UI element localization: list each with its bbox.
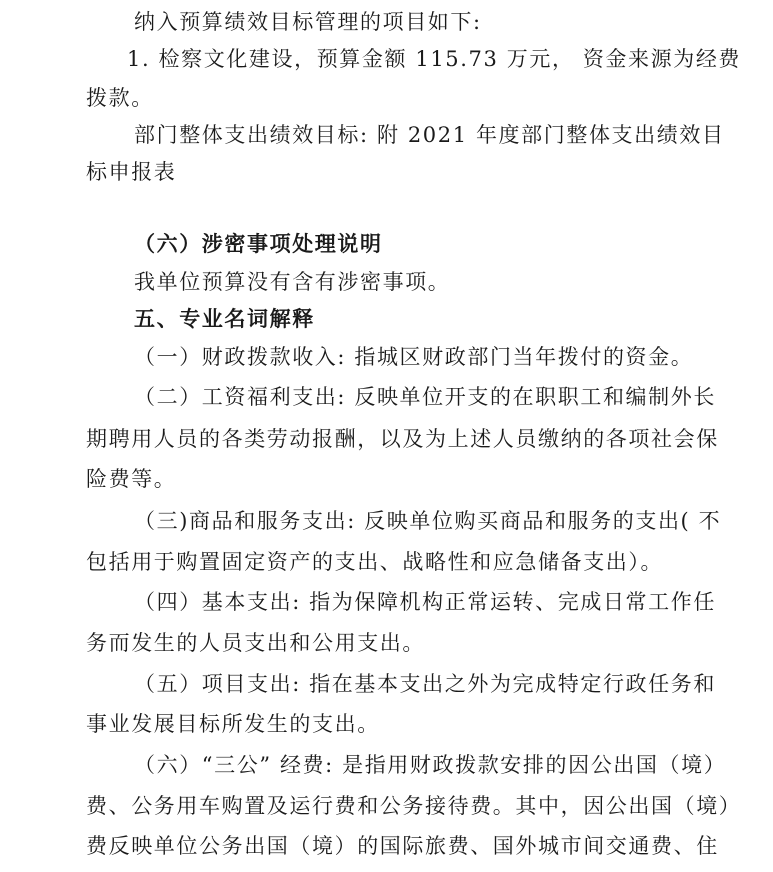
paragraph-line: 险费等。 (86, 467, 177, 491)
paragraph-line: （二）工资福利支出: 反映单位开支的在职职工和编制外长 (134, 385, 716, 409)
paragraph-line: （一）财政拨款收入: 指城区财政部门当年拨付的资金。 (134, 345, 694, 369)
paragraph-line: 务而发生的人员支出和公用支出。 (86, 631, 425, 655)
section-heading: 五、专业名词解释 (134, 307, 315, 331)
paragraph-line: （六）“三公” 经费: 是指用财政拨款安排的因公出国（境） (134, 753, 727, 777)
paragraph-line: 标申报表 (86, 160, 177, 184)
paragraph-line: 拨款。 (86, 86, 154, 110)
paragraph-line: （四）基本支出: 指为保障机构正常运转、完成日常工作任 (134, 590, 716, 614)
paragraph-line: 我单位预算没有含有涉密事项。 (134, 270, 451, 294)
paragraph-line: 纳入预算绩效目标管理的项目如下: (134, 10, 482, 34)
paragraph-line: 事业发展目标所发生的支出。 (86, 712, 380, 736)
paragraph-line: 部门整体支出绩效目标: 附 2021 年度部门整体支出绩效目 (134, 123, 725, 147)
paragraph-line: 包括用于购置固定资产的支出、战略性和应急储备支出）。 (86, 550, 664, 574)
paragraph-line: 1. 检察文化建设，预算金额 115.73 万元， 资金来源为经费 (127, 47, 742, 71)
paragraph-line: （五）项目支出: 指在基本支出之外为完成特定行政任务和 (134, 672, 716, 696)
paragraph-line: 期聘用人员的各类劳动报酬，以及为上述人员缴纳的各项社会保 (86, 427, 719, 451)
paragraph-line: 费、公务用车购置及运行费和公务接待费。其中，因公出国（境） (86, 794, 742, 818)
section-heading: （六）涉密事项处理说明 (134, 232, 383, 256)
paragraph-line: （三)商品和服务支出: 反映单位购买商品和服务的支出( 不 (134, 509, 722, 533)
paragraph-line: 费反映单位公务出国（境）的国际旅费、国外城市间交通费、住 (86, 834, 719, 858)
